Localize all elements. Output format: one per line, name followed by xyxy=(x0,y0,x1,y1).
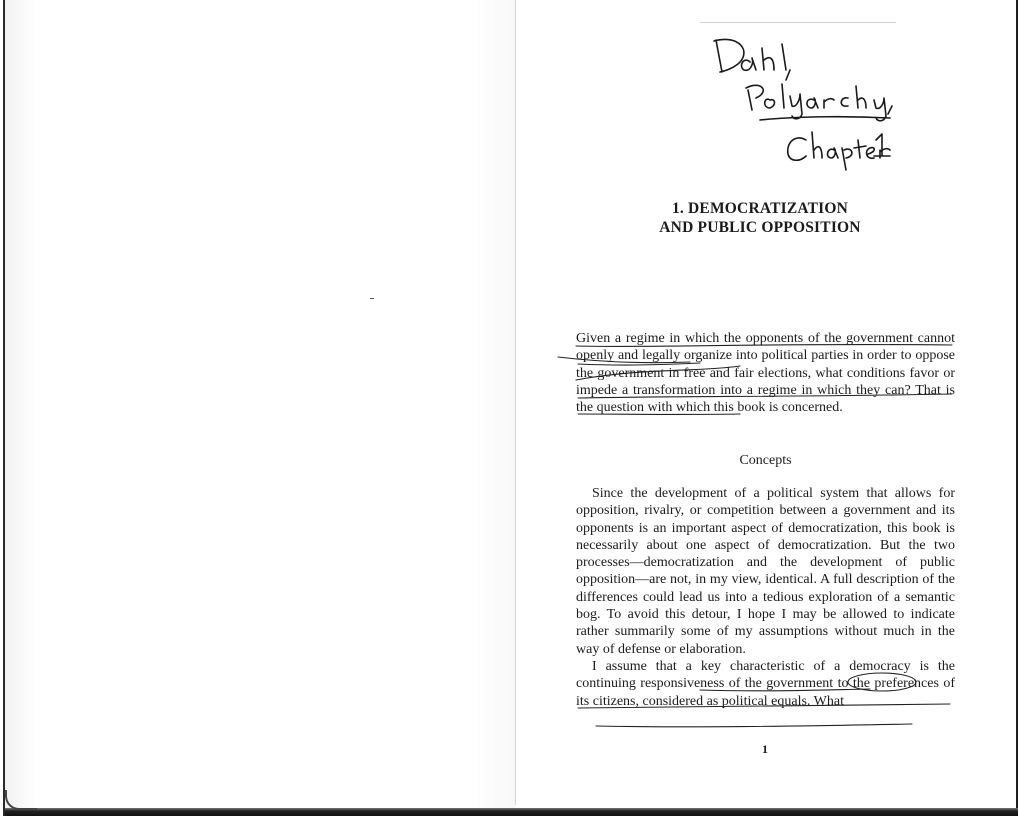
section-heading-concepts: Concepts xyxy=(739,453,792,468)
chapter-title xyxy=(560,199,960,237)
handwriting-chapter xyxy=(788,132,890,170)
body-text-block xyxy=(576,485,955,710)
handwriting-polyarchy xyxy=(746,84,892,121)
page-number: 1 xyxy=(762,742,768,756)
body-paragraph-3: I assume that a key characteristic of a democracy is the continuing responsiveness of the government to the preferences of its citizens, considered as political equals. What xyxy=(576,658,955,709)
chapter-title-line1: 1. DEMOCRATIZATION xyxy=(671,200,849,217)
underline-mark xyxy=(596,724,912,727)
handwritten-note xyxy=(0,0,1020,200)
stray-scan-mark xyxy=(370,298,374,299)
intro-paragraph-block xyxy=(576,330,955,416)
body-paragraph-2: Since the development of a political system that allows for opposition, rivalry, or competition between a government and its opponents is an important aspect of democratization, this book is necessarily about one aspect of democratization. But the two processes—democratization and the development of public opposition—are not, in my view, identical. A full description of the differences could lead us into a tedious exploration of a semantic bog. To avoid this detour, I hope I may be allowed to indicate rather summarily some of my assumptions without much in the way of defense or elaboration. xyxy=(576,486,955,657)
chapter-title-line2: AND PUBLIC OPPOSITION xyxy=(659,219,861,236)
page-corner-curl xyxy=(5,790,37,810)
scan-bottom-edge xyxy=(5,808,1018,816)
handwriting-dahl xyxy=(714,39,790,80)
intro-paragraph: Given a regime in which the opponents of the government cannot openly and legally organize into political parties in order to oppose the government in free and fair elections, what conditions favor or impede a transformation into a regime in which they can? That is the question with which this book is concerned. xyxy=(576,331,955,416)
